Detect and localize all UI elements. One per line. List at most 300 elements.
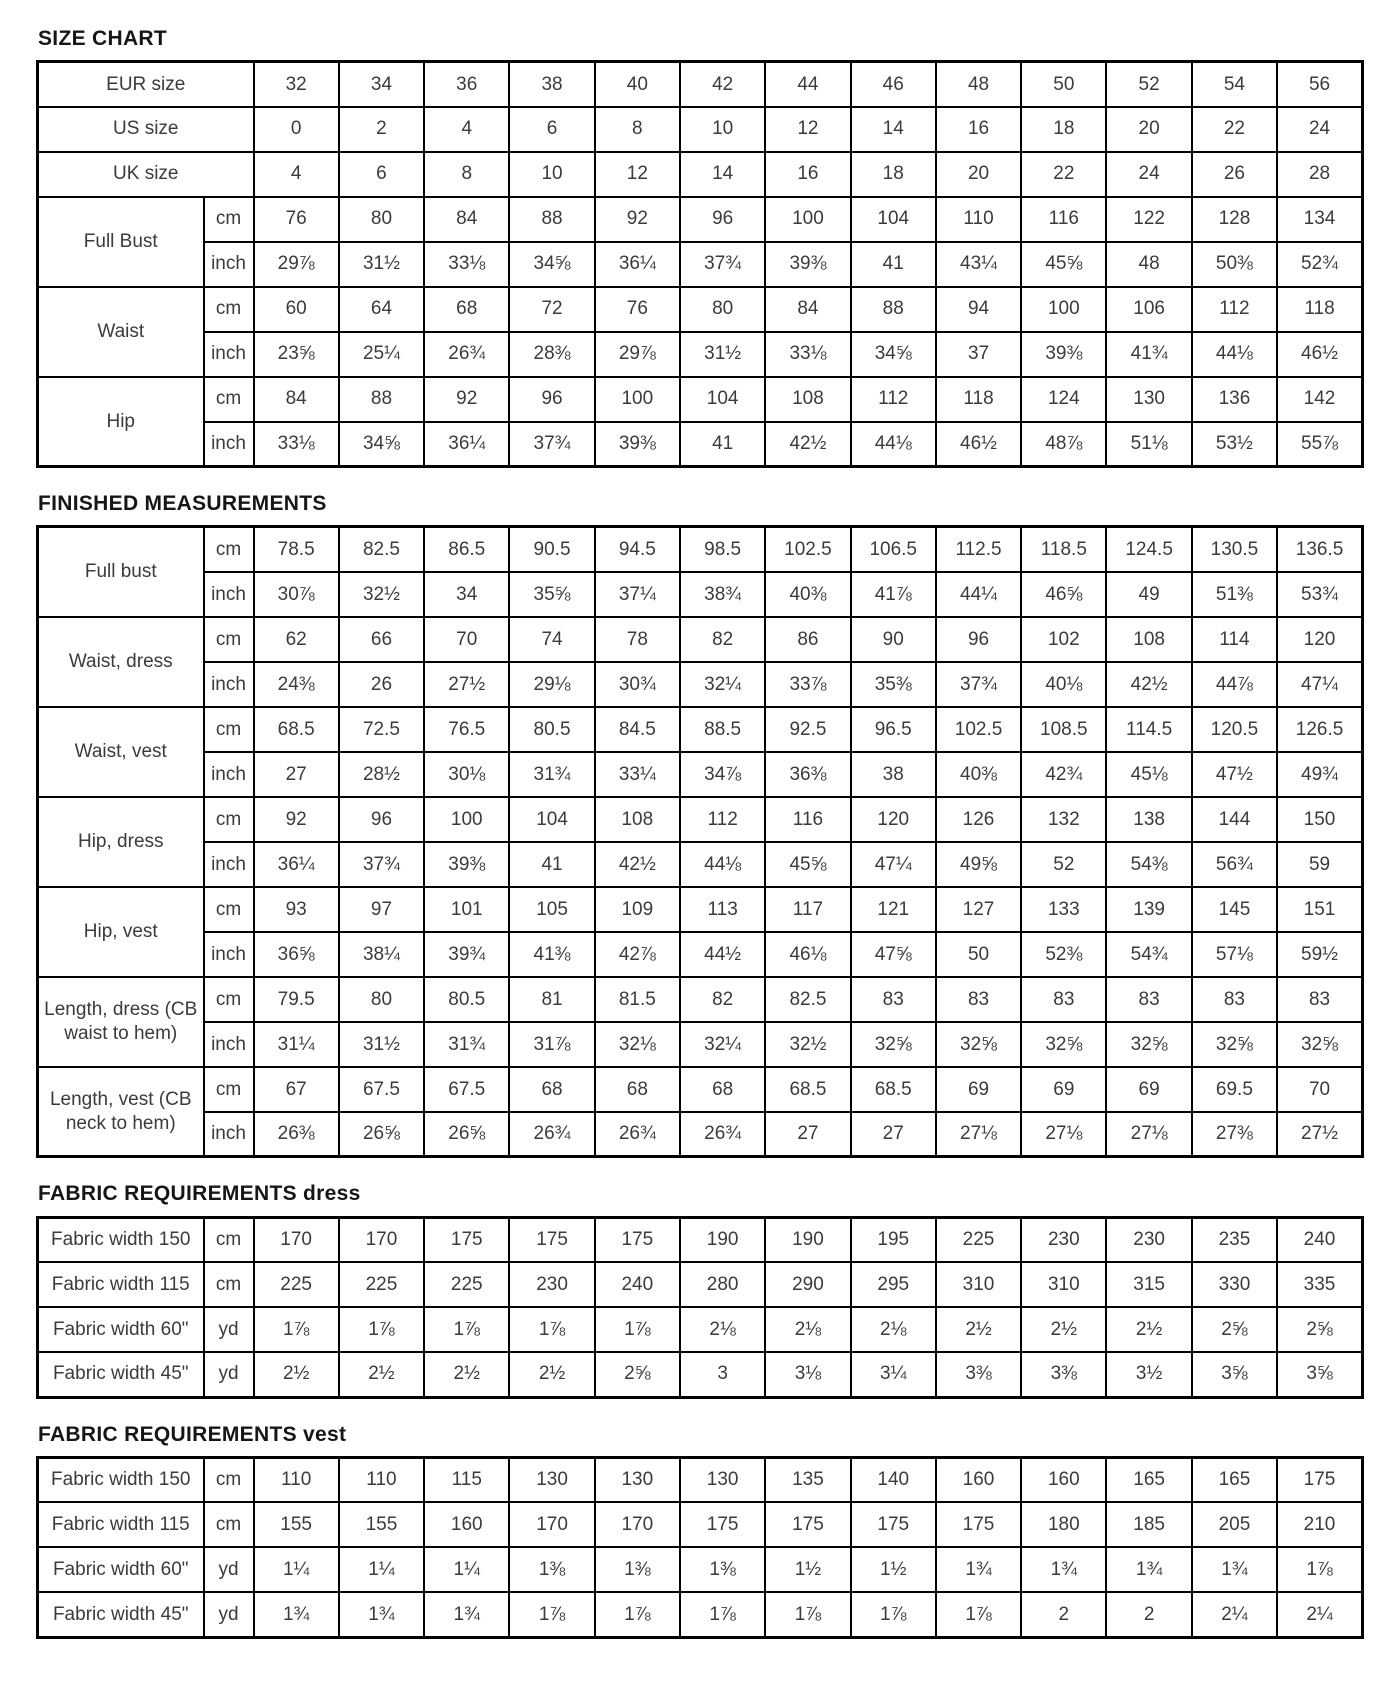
value-cell: 1⅜	[595, 1547, 680, 1592]
value-cell: 37¾	[509, 422, 594, 467]
value-cell: 175	[851, 1502, 936, 1547]
value-cell: 94	[936, 287, 1021, 332]
value-cell: 2½	[509, 1352, 594, 1397]
value-cell: 53½	[1192, 422, 1277, 467]
value-cell: 26⅝	[339, 1112, 424, 1157]
value-cell: 67.5	[424, 1067, 509, 1112]
value-cell: 310	[1021, 1262, 1106, 1307]
value-cell: 30¾	[595, 662, 680, 707]
value-cell: 110	[339, 1457, 424, 1502]
value-cell: 46⅝	[1021, 572, 1106, 617]
value-cell: 46⅛	[765, 932, 850, 977]
value-cell: 54⅜	[1106, 842, 1191, 887]
table-row	[38, 1217, 1363, 1262]
value-cell: 130	[1106, 377, 1191, 422]
value-cell: 38	[509, 62, 594, 107]
unit-label: cm	[204, 887, 254, 932]
value-cell: 144	[1192, 797, 1277, 842]
value-cell: 69	[936, 1067, 1021, 1112]
value-cell: 25¼	[339, 332, 424, 377]
value-cell: 2	[1106, 1592, 1191, 1637]
value-cell: 68.5	[851, 1067, 936, 1112]
value-cell: 175	[424, 1217, 509, 1262]
value-cell: 114	[1192, 617, 1277, 662]
value-cell: 78	[595, 617, 680, 662]
table-row	[38, 617, 1363, 662]
value-cell: 32¼	[680, 662, 765, 707]
value-cell: 136	[1192, 377, 1277, 422]
value-cell: 76	[254, 197, 339, 242]
value-cell: 40⅛	[1021, 662, 1106, 707]
table-row	[38, 1307, 1363, 1352]
value-cell: 26¾	[680, 1112, 765, 1157]
value-cell: 113	[680, 887, 765, 932]
value-cell: 39⅜	[424, 842, 509, 887]
unit-label: cm	[204, 977, 254, 1022]
unit-label: yd	[204, 1547, 254, 1592]
value-cell: 1⅞	[851, 1592, 936, 1637]
value-cell: 160	[1021, 1457, 1106, 1502]
value-cell: 27⅛	[1021, 1112, 1106, 1157]
value-cell: 130.5	[1192, 527, 1277, 572]
value-cell: 151	[1277, 887, 1362, 932]
value-cell: 40⅜	[765, 572, 850, 617]
value-cell: 335	[1277, 1262, 1362, 1307]
value-cell: 1⅞	[936, 1592, 1021, 1637]
value-cell: 1⅜	[509, 1547, 594, 1592]
value-cell: 46	[851, 62, 936, 107]
value-cell: 68	[595, 1067, 680, 1112]
value-cell: 1⅞	[595, 1307, 680, 1352]
row-label: Fabric width 150	[38, 1457, 204, 1502]
table-row	[38, 1022, 1363, 1067]
value-cell: 55⅞	[1277, 422, 1362, 467]
value-cell: 48	[936, 62, 1021, 107]
value-cell: 27½	[1277, 1112, 1362, 1157]
table-row	[38, 527, 1363, 572]
value-cell: 32⅝	[936, 1022, 1021, 1067]
value-cell: 26¾	[424, 332, 509, 377]
value-cell: 133	[1021, 887, 1106, 932]
value-cell: 31½	[680, 332, 765, 377]
row-label: Hip, vest	[38, 887, 204, 977]
value-cell: 23⅝	[254, 332, 339, 377]
table-row	[38, 797, 1363, 842]
value-cell: 160	[424, 1502, 509, 1547]
value-cell: 83	[1277, 977, 1362, 1022]
value-cell: 39¾	[424, 932, 509, 977]
value-cell: 124	[1021, 377, 1106, 422]
value-cell: 47¼	[851, 842, 936, 887]
section-finished-measurements	[36, 491, 1364, 1158]
value-cell: 52	[1021, 842, 1106, 887]
value-cell: 3⅛	[765, 1352, 850, 1397]
value-cell: 36¼	[254, 842, 339, 887]
value-cell: 42¾	[1021, 752, 1106, 797]
row-label: Fabric width 150	[38, 1217, 204, 1262]
value-cell: 59½	[1277, 932, 1362, 977]
value-cell: 26⅝	[424, 1112, 509, 1157]
value-cell: 1¼	[254, 1547, 339, 1592]
finished-measurements-table	[36, 525, 1364, 1158]
value-cell: 114.5	[1106, 707, 1191, 752]
value-cell: 2⅛	[851, 1307, 936, 1352]
unit-label: cm	[204, 797, 254, 842]
value-cell: 64	[339, 287, 424, 332]
value-cell: 68.5	[254, 707, 339, 752]
value-cell: 175	[680, 1502, 765, 1547]
value-cell: 90	[851, 617, 936, 662]
value-cell: 24	[1106, 152, 1191, 197]
value-cell: 138	[1106, 797, 1191, 842]
value-cell: 88	[509, 197, 594, 242]
value-cell: 3⅜	[1021, 1352, 1106, 1397]
value-cell: 139	[1106, 887, 1191, 932]
value-cell: 69.5	[1192, 1067, 1277, 1112]
value-cell: 82.5	[339, 527, 424, 572]
size-chart-table	[36, 60, 1364, 468]
value-cell: 2½	[424, 1352, 509, 1397]
table-row	[38, 1502, 1363, 1547]
value-cell: 34⅝	[509, 242, 594, 287]
value-cell: 175	[1277, 1457, 1362, 1502]
value-cell: 68.5	[765, 1067, 850, 1112]
value-cell: 105	[509, 887, 594, 932]
value-cell: 10	[680, 107, 765, 152]
value-cell: 128	[1192, 197, 1277, 242]
value-cell: 126.5	[1277, 707, 1362, 752]
value-cell: 16	[765, 152, 850, 197]
row-label: Fabric width 115	[38, 1502, 204, 1547]
value-cell: 42½	[595, 842, 680, 887]
value-cell: 44¼	[936, 572, 1021, 617]
value-cell: 1¾	[424, 1592, 509, 1637]
value-cell: 79.5	[254, 977, 339, 1022]
value-cell: 70	[424, 617, 509, 662]
value-cell: 32½	[339, 572, 424, 617]
value-cell: 18	[851, 152, 936, 197]
value-cell: 101	[424, 887, 509, 932]
value-cell: 2	[339, 107, 424, 152]
value-cell: 40⅜	[936, 752, 1021, 797]
value-cell: 44⅛	[1192, 332, 1277, 377]
table-row	[38, 842, 1363, 887]
value-cell: 310	[936, 1262, 1021, 1307]
value-cell: 100	[765, 197, 850, 242]
size-chart-title: SIZE CHART	[38, 27, 167, 50]
value-cell: 54	[1192, 62, 1277, 107]
value-cell: 108	[765, 377, 850, 422]
value-cell: 6	[339, 152, 424, 197]
value-cell: 32⅝	[1106, 1022, 1191, 1067]
value-cell: 109	[595, 887, 680, 932]
value-cell: 1⅞	[1277, 1547, 1362, 1592]
value-cell: 43¼	[936, 242, 1021, 287]
value-cell: 88	[339, 377, 424, 422]
value-cell: 12	[595, 152, 680, 197]
value-cell: 1½	[851, 1547, 936, 1592]
value-cell: 50	[1021, 62, 1106, 107]
table-row	[38, 932, 1363, 977]
value-cell: 12	[765, 107, 850, 152]
value-cell: 124.5	[1106, 527, 1191, 572]
row-label: Fabric width 45"	[38, 1592, 204, 1637]
value-cell: 37	[936, 332, 1021, 377]
row-label: Length, vest (CB neck to hem)	[38, 1067, 204, 1157]
value-cell: 1¾	[339, 1592, 424, 1637]
unit-label: inch	[204, 1112, 254, 1157]
value-cell: 33¼	[595, 752, 680, 797]
value-cell: 33⅛	[254, 422, 339, 467]
value-cell: 59	[1277, 842, 1362, 887]
value-cell: 2½	[339, 1352, 424, 1397]
value-cell: 51⅛	[1106, 422, 1191, 467]
table-row	[38, 152, 1363, 197]
value-cell: 72	[509, 287, 594, 332]
value-cell: 44½	[680, 932, 765, 977]
value-cell: 44⅛	[851, 422, 936, 467]
value-cell: 60	[254, 287, 339, 332]
value-cell: 24	[1277, 107, 1362, 152]
value-cell: 180	[1021, 1502, 1106, 1547]
value-cell: 83	[1021, 977, 1106, 1022]
value-cell: 76	[595, 287, 680, 332]
value-cell: 140	[851, 1457, 936, 1502]
value-cell: 41	[680, 422, 765, 467]
value-cell: 106	[1106, 287, 1191, 332]
value-cell: 145	[1192, 887, 1277, 932]
value-cell: 14	[680, 152, 765, 197]
value-cell: 127	[936, 887, 1021, 932]
value-cell: 240	[595, 1262, 680, 1307]
value-cell: 2½	[254, 1352, 339, 1397]
value-cell: 92	[595, 197, 680, 242]
table-row	[38, 332, 1363, 377]
row-label: Fabric width 60"	[38, 1547, 204, 1592]
unit-label: cm	[204, 1502, 254, 1547]
value-cell: 112	[851, 377, 936, 422]
value-cell: 94.5	[595, 527, 680, 572]
row-label: Fabric width 60"	[38, 1307, 204, 1352]
value-cell: 81	[509, 977, 594, 1022]
value-cell: 96	[680, 197, 765, 242]
value-cell: 8	[595, 107, 680, 152]
value-cell: 86	[765, 617, 850, 662]
value-cell: 165	[1106, 1457, 1191, 1502]
value-cell: 100	[424, 797, 509, 842]
value-cell: 42½	[765, 422, 850, 467]
value-cell: 3⅝	[1192, 1352, 1277, 1397]
value-cell: 47¼	[1277, 662, 1362, 707]
value-cell: 112	[1192, 287, 1277, 332]
value-cell: 90.5	[509, 527, 594, 572]
value-cell: 38¾	[680, 572, 765, 617]
value-cell: 8	[424, 152, 509, 197]
value-cell: 27	[254, 752, 339, 797]
row-label: Waist, vest	[38, 707, 204, 797]
value-cell: 3⅝	[1277, 1352, 1362, 1397]
value-cell: 39⅜	[765, 242, 850, 287]
value-cell: 92.5	[765, 707, 850, 752]
value-cell: 2⅝	[595, 1352, 680, 1397]
row-label: EUR size	[38, 62, 254, 107]
unit-label: yd	[204, 1307, 254, 1352]
value-cell: 280	[680, 1262, 765, 1307]
unit-label: inch	[204, 752, 254, 797]
value-cell: 1⅞	[765, 1592, 850, 1637]
row-label: Full bust	[38, 527, 204, 617]
value-cell: 106.5	[851, 527, 936, 572]
value-cell: 48	[1106, 242, 1191, 287]
unit-label: cm	[204, 527, 254, 572]
value-cell: 29⅛	[509, 662, 594, 707]
value-cell: 102	[1021, 617, 1106, 662]
value-cell: 230	[1021, 1217, 1106, 1262]
value-cell: 69	[1106, 1067, 1191, 1112]
value-cell: 210	[1277, 1502, 1362, 1547]
value-cell: 32⅝	[1021, 1022, 1106, 1067]
value-cell: 72.5	[339, 707, 424, 752]
value-cell: 1¾	[254, 1592, 339, 1637]
value-cell: 34	[424, 572, 509, 617]
value-cell: 84	[424, 197, 509, 242]
value-cell: 35⅝	[509, 572, 594, 617]
value-cell: 52¾	[1277, 242, 1362, 287]
value-cell: 26	[1192, 152, 1277, 197]
value-cell: 31¾	[509, 752, 594, 797]
value-cell: 34⅞	[680, 752, 765, 797]
value-cell: 46½	[936, 422, 1021, 467]
row-label: Full Bust	[38, 197, 204, 287]
value-cell: 2½	[936, 1307, 1021, 1352]
table-row	[38, 752, 1363, 797]
value-cell: 41⅜	[509, 932, 594, 977]
row-label: Fabric width 45"	[38, 1352, 204, 1397]
value-cell: 108.5	[1021, 707, 1106, 752]
value-cell: 83	[1106, 977, 1191, 1022]
value-cell: 1½	[765, 1547, 850, 1592]
row-label: Fabric width 115	[38, 1262, 204, 1307]
value-cell: 104	[851, 197, 936, 242]
value-cell: 50⅜	[1192, 242, 1277, 287]
value-cell: 170	[254, 1217, 339, 1262]
value-cell: 84	[254, 377, 339, 422]
value-cell: 80.5	[424, 977, 509, 1022]
value-cell: 102.5	[765, 527, 850, 572]
value-cell: 26¾	[595, 1112, 680, 1157]
value-cell: 96	[339, 797, 424, 842]
value-cell: 1¼	[339, 1547, 424, 1592]
value-cell: 92	[424, 377, 509, 422]
value-cell: 295	[851, 1262, 936, 1307]
value-cell: 96	[509, 377, 594, 422]
value-cell: 290	[765, 1262, 850, 1307]
value-cell: 84	[765, 287, 850, 332]
value-cell: 130	[680, 1457, 765, 1502]
table-row	[38, 1592, 1363, 1637]
value-cell: 26	[339, 662, 424, 707]
value-cell: 41	[851, 242, 936, 287]
value-cell: 50	[936, 932, 1021, 977]
value-cell: 36¼	[424, 422, 509, 467]
unit-label: inch	[204, 572, 254, 617]
value-cell: 27	[851, 1112, 936, 1157]
value-cell: 1⅞	[595, 1592, 680, 1637]
value-cell: 2	[1021, 1592, 1106, 1637]
value-cell: 96	[936, 617, 1021, 662]
value-cell: 1⅞	[339, 1307, 424, 1352]
value-cell: 205	[1192, 1502, 1277, 1547]
value-cell: 39⅜	[595, 422, 680, 467]
value-cell: 110	[936, 197, 1021, 242]
value-cell: 42⅞	[595, 932, 680, 977]
value-cell: 34	[339, 62, 424, 107]
value-cell: 10	[509, 152, 594, 197]
value-cell: 80	[339, 977, 424, 1022]
unit-label: inch	[204, 1022, 254, 1067]
unit-label: inch	[204, 422, 254, 467]
value-cell: 57⅛	[1192, 932, 1277, 977]
value-cell: 31½	[339, 1022, 424, 1067]
value-cell: 88	[851, 287, 936, 332]
value-cell: 0	[254, 107, 339, 152]
value-cell: 160	[936, 1457, 1021, 1502]
value-cell: 36⅜	[765, 752, 850, 797]
unit-label: cm	[204, 1217, 254, 1262]
value-cell: 80	[680, 287, 765, 332]
value-cell: 240	[1277, 1217, 1362, 1262]
fabric-requirements-vest-title: FABRIC REQUIREMENTS vest	[38, 1422, 347, 1446]
value-cell: 2¼	[1192, 1592, 1277, 1637]
value-cell: 315	[1106, 1262, 1191, 1307]
value-cell: 80.5	[509, 707, 594, 752]
section-fabric-requirements-dress	[36, 1181, 1364, 1398]
value-cell: 48⅞	[1021, 422, 1106, 467]
value-cell: 4	[254, 152, 339, 197]
value-cell: 31¼	[254, 1022, 339, 1067]
value-cell: 44	[765, 62, 850, 107]
value-cell: 117	[765, 887, 850, 932]
value-cell: 82	[680, 977, 765, 1022]
row-label: UK size	[38, 152, 254, 197]
value-cell: 42½	[1106, 662, 1191, 707]
value-cell: 32⅝	[1192, 1022, 1277, 1067]
unit-label: yd	[204, 1352, 254, 1397]
value-cell: 2⅝	[1192, 1307, 1277, 1352]
value-cell: 66	[339, 617, 424, 662]
value-cell: 49	[1106, 572, 1191, 617]
value-cell: 100	[1021, 287, 1106, 332]
value-cell: 42	[680, 62, 765, 107]
row-label: Waist, dress	[38, 617, 204, 707]
table-row	[38, 377, 1363, 422]
value-cell: 2½	[1021, 1307, 1106, 1352]
fabric-requirements-dress-table	[36, 1216, 1364, 1399]
value-cell: 1⅞	[424, 1307, 509, 1352]
value-cell: 93	[254, 887, 339, 932]
value-cell: 29⅞	[595, 332, 680, 377]
value-cell: 36¼	[595, 242, 680, 287]
value-cell: 3½	[1106, 1352, 1191, 1397]
value-cell: 29⅞	[254, 242, 339, 287]
value-cell: 1⅞	[254, 1307, 339, 1352]
value-cell: 68	[509, 1067, 594, 1112]
value-cell: 74	[509, 617, 594, 662]
value-cell: 49¾	[1277, 752, 1362, 797]
table-row	[38, 1262, 1363, 1307]
value-cell: 135	[765, 1457, 850, 1502]
unit-label: cm	[204, 377, 254, 422]
